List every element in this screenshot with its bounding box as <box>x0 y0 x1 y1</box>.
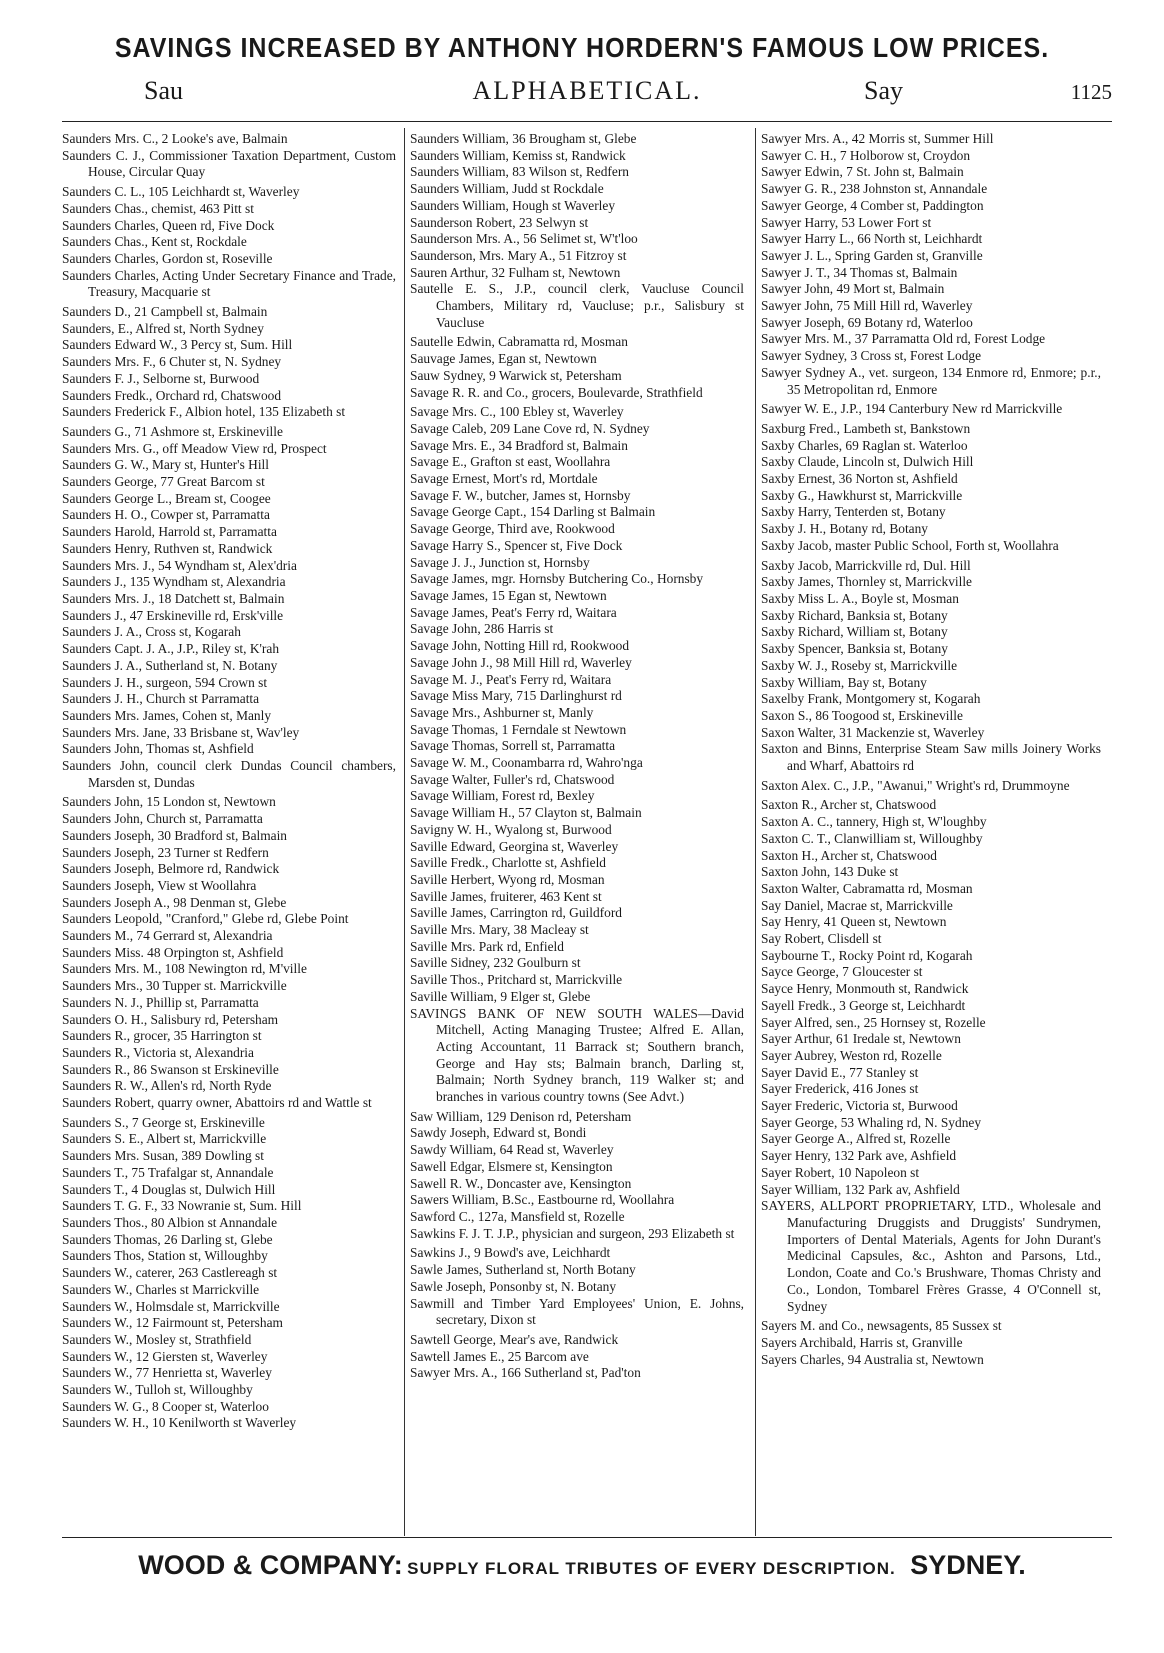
directory-entry: Savage Miss Mary, 715 Darlinghurst rd <box>410 688 622 704</box>
directory-entry: Saunders T., 75 Trafalgar st, Annandale <box>62 1164 274 1180</box>
directory-entry: Saunderson, Mrs. Mary A., 51 Fitzroy st <box>410 247 627 263</box>
directory-entry: Sawyer W. E., J.P., 194 Canterbury New rd Marrickville <box>761 401 1063 417</box>
directory-entry: Sauren Arthur, 32 Fulham st, Newtown <box>410 264 621 280</box>
directory-entry: Sawkins F. J. T. J.P., physician and surgeon, 293 Elizabeth st <box>410 1225 735 1241</box>
directory-entry: Saunders Capt. J. A., J.P., Riley st, K'rah <box>62 641 280 657</box>
directory-entry: Savage F. W., butcher, James st, Hornsby <box>410 487 631 503</box>
directory-entry: Sayce Henry, Monmouth st, Randwick <box>761 981 969 997</box>
column-divider <box>755 128 756 1536</box>
directory-entry: SAVINGS BANK OF NEW SOUTH WALES—David Mitchell, Acting Managing Trustee; Alfred E. Allan, Acting Accountant, 11 Barrack st; Southern branch, George and Hay sts; Balmain branch, Darling st, Balmain; North Sydney branch, 119 Walker st; and branches in various country towns (See Advt.) <box>410 1005 744 1105</box>
directory-entry: Saunders C. L., 105 Leichhardt st, Waverley <box>62 184 300 200</box>
directory-entry: Sayer William, 132 Park av, Ashfield <box>761 1181 960 1197</box>
directory-entry: Saunders William, Hough st Waverley <box>410 197 616 213</box>
directory-column-1 <box>62 131 396 1432</box>
directory-entry: Saville Edward, Georgina st, Waverley <box>410 838 619 854</box>
top-advert-banner: SAVINGS INCREASED BY ANTHONY HORDERN'S FAMOUS LOW PRICES. <box>114 32 1050 64</box>
directory-entry: Say Daniel, Macrae st, Marrickville <box>761 897 953 913</box>
directory-entry: Sawtell George, Mear's ave, Randwick <box>410 1331 619 1347</box>
directory-entry: Sawyer J. T., 34 Thomas st, Balmain <box>761 264 958 280</box>
directory-entry: Sayer George, 53 Whaling rd, N. Sydney <box>761 1114 982 1130</box>
directory-entry: Saunders Mrs. C., 2 Looke's ave, Balmain <box>62 131 288 146</box>
directory-entry: Sayell Fredk., 3 George st, Leichhardt <box>761 997 966 1013</box>
directory-entry: Saunders Mrs. G., off Meadow View rd, Prospect <box>62 440 327 456</box>
directory-entry: Savage James, mgr. Hornsby Butchering Co., Hornsby <box>410 571 704 587</box>
directory-entry: Saunders John, 15 London st, Newtown <box>62 794 276 810</box>
directory-entry: Saunders W., 77 Henrietta st, Waverley <box>62 1365 272 1381</box>
directory-entry: Saunders Charles, Acting Under Secretary Finance and Trade, Treasury, Macquarie st <box>62 267 396 300</box>
directory-entry: Savage George, Third ave, Rookwood <box>410 521 615 537</box>
directory-entry: Saunders W. H., 10 Kenilworth st Waverley <box>62 1415 297 1431</box>
directory-entry: Saxby J. H., Botany rd, Botany <box>761 521 929 537</box>
directory-entry: Sayers Archibald, Harris st, Granville <box>761 1334 963 1350</box>
directory-entry: Saxby Claude, Lincoln st, Dulwich Hill <box>761 454 974 470</box>
directory-entry: Sawyer George, 4 Comber st, Paddington <box>761 197 984 213</box>
directory-entry: Sawmill and Timber Yard Employees' Union, E. Johns, secretary, Dixon st <box>410 1295 744 1328</box>
directory-entry: Saunders J. A., Cross st, Kogarah <box>62 624 241 640</box>
directory-entry: Saville Thos., Pritchard st, Marrickville <box>410 972 623 988</box>
directory-entry: Savage J. J., Junction st, Hornsby <box>410 554 590 570</box>
directory-entry: Sawle Joseph, Ponsonby st, N. Botany <box>410 1278 617 1294</box>
directory-entry: Saunders S. E., Albert st, Marrickville <box>62 1131 267 1147</box>
directory-entry: Saunders D., 21 Campbell st, Balmain <box>62 304 268 320</box>
directory-entry: Sayer Robert, 10 Napoleon st <box>761 1164 920 1180</box>
directory-entry: Sawyer John, 49 Mort st, Balmain <box>761 281 945 297</box>
directory-entry: Savage James, Peat's Ferry rd, Waitara <box>410 604 617 620</box>
directory-entry: Saxton R., Archer st, Chatswood <box>761 797 937 813</box>
directory-entry: Sayers Charles, 94 Australia st, Newtown <box>761 1351 984 1367</box>
directory-entry: Saunders M., 74 Gerrard st, Alexandria <box>62 928 273 944</box>
directory-entry: Saxton C. T., Clanwilliam st, Willoughby <box>761 830 983 846</box>
directory-entry: Savage Mrs. C., 100 Ebley st, Waverley <box>410 404 624 420</box>
directory-entry: Savage George Capt., 154 Darling st Balmain <box>410 504 656 520</box>
page-header <box>62 76 1112 112</box>
directory-entry: Saunders Mrs., 30 Tupper st. Marrickville <box>62 978 287 994</box>
directory-entry: Saunderson Mrs. A., 56 Selimet st, W't'loo <box>410 231 638 247</box>
directory-entry: Savage John, Notting Hill rd, Rookwood <box>410 638 630 654</box>
directory-entry: Saunders Mrs. M., 108 Newington rd, M'ville <box>62 961 307 977</box>
directory-entry: Saxton Walter, Cabramatta rd, Mosman <box>761 880 973 896</box>
directory-entry: Saunders Mrs. James, Cohen st, Manly <box>62 707 272 723</box>
directory-entry: Saunders T., 4 Douglas st, Dulwich Hill <box>62 1181 276 1197</box>
directory-entry: Saville Herbert, Wyong rd, Mosman <box>410 871 605 887</box>
directory-entry: Sawkins J., 9 Bowd's ave, Leichhardt <box>410 1245 611 1261</box>
header-left-guide: Sau <box>144 76 183 105</box>
directory-entry: Saville Fredk., Charlotte st, Ashfield <box>410 855 607 871</box>
directory-entry: Say Robert, Clisdell st <box>761 931 882 947</box>
directory-entry: Sawtell James E., 25 Barcom ave <box>410 1348 589 1364</box>
directory-entry: Sautelle E. S., J.P., council clerk, Vaucluse Council Chambers, Military rd, Vaucluse; p.r., Salisbury st Vaucluse <box>410 281 744 330</box>
directory-entry: Saunders Joseph, View st Woollahra <box>62 877 257 893</box>
directory-entry: Saville Mrs. Mary, 38 Macleay st <box>410 922 589 938</box>
directory-entry: Saw William, 129 Denison rd, Petersham <box>410 1108 632 1124</box>
directory-entry: Sawers William, B.Sc., Eastbourne rd, Woollahra <box>410 1192 675 1208</box>
directory-entry: Savage William, Forest rd, Bexley <box>410 788 595 804</box>
directory-entry: Sayer Frederick, 416 Jones st <box>761 1081 919 1097</box>
directory-entry: Saxby Spencer, Banksia st, Botany <box>761 641 948 657</box>
directory-entry: Sawell Edgar, Elsmere st, Kensington <box>410 1158 613 1174</box>
directory-entry: Saunders John, Thomas st, Ashfield <box>62 741 254 757</box>
directory-entry: Saunders R., grocer, 35 Harrington st <box>62 1028 262 1044</box>
directory-entry: Saxby W. J., Roseby st, Marrickville <box>761 657 958 673</box>
page-number: 1125 <box>1070 80 1112 104</box>
directory-entry: Sautelle Edwin, Cabramatta rd, Mosman <box>410 334 628 350</box>
directory-entry: Saxby Miss L. A., Boyle st, Mosman <box>761 590 959 606</box>
directory-entry: Saxby G., Hawkhurst st, Marrickville <box>761 487 963 503</box>
directory-entry: Savigny W. H., Wyalong st, Burwood <box>410 821 612 837</box>
directory-entry: Saunders Mrs. Jane, 33 Brisbane st, Wav'ley <box>62 724 300 740</box>
directory-entry: Savage William H., 57 Clayton st, Balmain <box>410 805 642 821</box>
directory-entry: Saunders C. J., Commissioner Taxation Department, Custom House, Circular Quay <box>62 147 396 180</box>
directory-entry: Saxby William, Bay st, Botany <box>761 674 927 690</box>
directory-entry: Saunders William, Kemiss st, Randwick <box>410 147 626 163</box>
directory-entry: Savage John, 286 Harris st <box>410 621 554 637</box>
directory-entry: Saxton H., Archer st, Chatswood <box>761 847 937 863</box>
directory-entry: Saunders Miss. 48 Orpington st, Ashfield <box>62 944 284 960</box>
directory-entry: Sayer Aubrey, Weston rd, Rozelle <box>761 1047 942 1063</box>
directory-entry: Savage Harry S., Spencer st, Five Dock <box>410 537 623 553</box>
directory-entry: Sawyer G. R., 238 Johnston st, Annandale <box>761 181 988 197</box>
directory-entry: Saunders R. W., Allen's rd, North Ryde <box>62 1078 272 1094</box>
directory-entry: Savage E., Grafton st east, Woollahra <box>410 454 611 470</box>
directory-entry: Saunders Frederick F., Albion hotel, 135 Elizabeth st <box>62 404 346 420</box>
directory-entry: Saunders John, Church st, Parramatta <box>62 811 263 827</box>
directory-entry: Saunders T. G. F., 33 Nowranie st, Sum. Hill <box>62 1198 302 1214</box>
directory-entry: Savage W. M., Coonambarra rd, Wahro'nga <box>410 755 643 771</box>
directory-entry: Saxon S., 86 Toogood st, Erskineville <box>761 707 963 723</box>
directory-entry: Saunders S., 7 George st, Erskineville <box>62 1114 265 1130</box>
directory-entry: Savage John J., 98 Mill Hill rd, Waverley <box>410 654 632 670</box>
directory-entry: Sayer Arthur, 61 Iredale st, Newtown <box>761 1031 961 1047</box>
advertiser-name: WOOD & COMPANY: <box>138 1550 403 1580</box>
directory-entry: Saunders R., 86 Swanson st Erskineville <box>62 1061 279 1077</box>
directory-entry: Saxon Walter, 31 Mackenzie st, Waverley <box>761 724 985 740</box>
directory-entry: Savage Mrs. E., 34 Bradford st, Balmain <box>410 437 628 453</box>
directory-entry: Saville William, 9 Elger st, Glebe <box>410 988 591 1004</box>
directory-entry: Saunders George, 77 Great Barcom st <box>62 474 265 490</box>
directory-entry: Saunders Thomas, 26 Darling st, Glebe <box>62 1231 273 1247</box>
directory-entry: Sawdy William, 64 Read st, Waverley <box>410 1142 614 1158</box>
directory-entry: Saunders W., Mosley st, Strathfield <box>62 1331 252 1347</box>
directory-entry: Saunders F. J., Selborne st, Burwood <box>62 370 260 386</box>
directory-entry: Saxton Alex. C., J.P., "Awanui," Wright's rd, Drummoyne <box>761 777 1070 793</box>
header-rule <box>62 121 1112 122</box>
directory-entry: Saunders Fredk., Orchard rd, Chatswood <box>62 387 282 403</box>
directory-entry: Savage Caleb, 209 Lane Cove rd, N. Sydney <box>410 420 650 436</box>
directory-entry: Saxby Richard, William st, Botany <box>761 624 948 640</box>
directory-entry: Saxby James, Thornley st, Marrickville <box>761 574 972 590</box>
directory-entry: Saunders O. H., Salisbury rd, Petersham <box>62 1011 279 1027</box>
directory-entry: Saxton A. C., tannery, High st, W'loughby <box>761 814 987 830</box>
directory-entry: Saunders J. H., surgeon, 594 Crown st <box>62 674 268 690</box>
directory-entry: Savage R. R. and Co., grocers, Boulevarde, Strathfield <box>410 384 703 400</box>
directory-entry: Saxby Richard, Banksia st, Botany <box>761 607 948 623</box>
directory-entry: Sawyer Sydney, 3 Cross st, Forest Lodge <box>761 348 982 364</box>
directory-entry: Savage Thomas, Sorrell st, Parramatta <box>410 738 616 754</box>
directory-column-2 <box>410 131 744 1382</box>
directory-entry: Saunders Harold, Harrold st, Parramatta <box>62 524 277 540</box>
directory-entry: Sawyer Sydney A., vet. surgeon, 134 Enmore rd, Enmore; p.r., 35 Metropolitan rd, Enmore <box>761 364 1101 397</box>
directory-entry: Sawyer Mrs. A., 166 Sutherland st, Pad'ton <box>410 1365 641 1381</box>
directory-entry: Sayer Alfred, sen., 25 Hornsey st, Rozelle <box>761 1014 986 1030</box>
directory-entry: Saunders R., Victoria st, Alexandria <box>62 1044 254 1060</box>
directory-entry: Saunders W., Holmsdale st, Marrickville <box>62 1298 280 1314</box>
directory-entry: Sauvage James, Egan st, Newtown <box>410 351 597 367</box>
directory-entry: Saunders William, 36 Brougham st, Glebe <box>410 131 637 146</box>
directory-entry: Sawyer John, 75 Mill Hill rd, Waverley <box>761 298 973 314</box>
directory-entry: Saunders Mrs. J., 54 Wyndham st, Alex'dria <box>62 557 297 573</box>
directory-entry: Saunders Charles, Queen rd, Five Dock <box>62 217 275 233</box>
directory-entry: Saville Sidney, 232 Goulburn st <box>410 955 581 971</box>
directory-entry: Saunders William, 83 Wilson st, Redfern <box>410 164 629 180</box>
directory-entry: Say Henry, 41 Queen st, Newtown <box>761 914 947 930</box>
directory-entry: Sauw Sydney, 9 Warwick st, Petersham <box>410 367 622 383</box>
directory-entry: Sayer Frederic, Victoria st, Burwood <box>761 1098 958 1114</box>
directory-entry: Saunders Joseph A., 98 Denman st, Glebe <box>62 894 287 910</box>
directory-entry: Saunders Thos., 80 Albion st Annandale <box>62 1215 278 1230</box>
directory-entry: Saunders Joseph, 23 Turner st Redfern <box>62 844 269 860</box>
directory-entry: Sawyer Edwin, 7 St. John st, Balmain <box>761 164 964 180</box>
directory-entry: Saybourne T., Rocky Point rd, Kogarah <box>761 947 973 963</box>
directory-entry: Saunders J. A., Sutherland st, N. Botany <box>62 657 278 673</box>
directory-entry: Saunders Joseph, Belmore rd, Randwick <box>62 861 280 877</box>
directory-entry: Saunders Chas., Kent st, Rockdale <box>62 234 247 250</box>
directory-entry: Sawyer C. H., 7 Holborow st, Croydon <box>761 147 971 163</box>
directory-entry: Saunders W., Charles st Marrickville <box>62 1281 260 1297</box>
directory-entry: Sawyer Mrs. M., 37 Parramatta Old rd, Forest Lodge <box>761 331 1046 347</box>
directory-entry: Saunders George L., Bream st, Coogee <box>62 490 271 506</box>
directory-entry: Savage James, 15 Egan st, Newtown <box>410 587 607 603</box>
directory-entry: Saville Mrs. Park rd, Enfield <box>410 938 564 954</box>
directory-entry: Sawell R. W., Doncaster ave, Kensington <box>410 1175 632 1191</box>
directory-entry: Saunders Mrs. F., 6 Chuter st, N. Sydney <box>62 354 282 370</box>
directory-entry: Saunders Thos, Station st, Willoughby <box>62 1248 268 1264</box>
directory-entry: Saunders Joseph, 30 Bradford st, Balmain <box>62 827 288 843</box>
directory-entry: Saunders Edward W., 3 Percy st, Sum. Hill <box>62 337 293 353</box>
directory-entry: Savage M. J., Peat's Ferry rd, Waitara <box>410 671 612 687</box>
directory-entry: Saunders Mrs. J., 18 Datchett st, Balmain <box>62 590 285 606</box>
directory-entry: Saunders J., 47 Erskineville rd, Ersk'ville <box>62 607 284 623</box>
directory-entry: Saunders W., Tulloh st, Willoughby <box>62 1382 253 1398</box>
bottom-advert-banner <box>0 1550 1164 1581</box>
directory-entry: Saunderson Robert, 23 Selwyn st <box>410 214 589 230</box>
directory-entry: Sawyer Joseph, 69 Botany rd, Waterloo <box>761 314 973 330</box>
directory-entry: Saunders J., 135 Wyndham st, Alexandria <box>62 574 286 590</box>
directory-entry: Saunders, E., Alfred st, North Sydney <box>62 320 264 336</box>
directory-entry: Saunders Robert, quarry owner, Abattoirs rd and Wattle st <box>62 1095 372 1111</box>
directory-entry: Saxton John, 143 Duke st <box>761 864 899 880</box>
directory-entry: Saxby Harry, Tenterden st, Botany <box>761 504 946 520</box>
directory-entry: Saunders Chas., chemist, 463 Pitt st <box>62 200 254 216</box>
directory-entry: Saville James, Carrington rd, Guildford <box>410 905 622 921</box>
directory-entry: Saunders G., 71 Ashmore st, Erskineville <box>62 423 283 439</box>
directory-entry: Saunders William, Judd st Rockdale <box>410 181 604 197</box>
directory-entry: Sawyer Harry L., 66 North st, Leichhardt <box>761 231 983 247</box>
directory-entry: Saunders W., 12 Giersten st, Waverley <box>62 1348 268 1364</box>
directory-entry: Saxby Charles, 69 Raglan st. Waterloo <box>761 437 968 453</box>
column-divider <box>404 128 405 1536</box>
directory-column-3 <box>761 131 1101 1368</box>
directory-entry: Saxby Jacob, master Public School, Forth st, Woollahra <box>761 537 1059 553</box>
directory-entry: Savage Mrs., Ashburner st, Manly <box>410 704 594 720</box>
directory-entry: Sayce George, 7 Gloucester st <box>761 964 923 980</box>
directory-entry: Savage Walter, Fuller's rd, Chatswood <box>410 771 615 787</box>
directory-entry: Saunders H. O., Cowper st, Parramatta <box>62 507 270 523</box>
footer-rule <box>62 1537 1112 1538</box>
directory-entry: Saunders W., 12 Fairmount st, Petersham <box>62 1315 283 1331</box>
advert-city: SYDNEY. <box>910 1550 1026 1580</box>
directory-entry: Saunders N. J., Phillip st, Parramatta <box>62 994 259 1010</box>
header-right-guide: Say <box>864 76 903 105</box>
directory-entry: Saunders J. H., Church st Parramatta <box>62 691 260 707</box>
directory-entry: Saxburg Fred., Lambeth st, Bankstown <box>761 420 971 436</box>
directory-entry: Savage Thomas, 1 Ferndale st Newtown <box>410 721 627 737</box>
directory-entry: Saunders Henry, Ruthven st, Randwick <box>62 540 273 556</box>
directory-entry: Sayer George A., Alfred st, Rozelle <box>761 1131 951 1147</box>
directory-entry: Saunders G. W., Mary st, Hunter's Hill <box>62 457 269 473</box>
directory-entry: Sawyer J. L., Spring Garden st, Granville <box>761 247 983 263</box>
directory-entry: Savage Ernest, Mort's rd, Mortdale <box>410 471 598 487</box>
directory-entry: Saunders W., caterer, 263 Castlereagh st <box>62 1265 278 1281</box>
directory-entry: Sawyer Mrs. A., 42 Morris st, Summer Hill <box>761 131 994 146</box>
directory-entry: Sayers M. and Co., newsagents, 85 Sussex st <box>761 1318 1002 1334</box>
directory-entry: SAYERS, ALLPORT PROPRIETARY, LTD., Wholesale and Manufacturing Druggists and Druggists' Sundrymen, Importers of Dental Materials, Agents for John Durant's Medicinal Capsules, &c., Ashton and Parsons, Ltd., London, Coate and Co.'s Brushware, Thomas Christy and Co., London, Tombarel Frères Grasse, 4 O'Connell st, Sydney <box>761 1198 1101 1314</box>
directory-entry: Saunders Mrs. Susan, 389 Dowling st <box>62 1148 264 1164</box>
directory-entry: Saville James, fruiterer, 463 Kent st <box>410 888 602 904</box>
directory-entry: Saunders W. G., 8 Cooper st, Waterloo <box>62 1398 269 1414</box>
directory-entry: Saunders Charles, Gordon st, Roseville <box>62 250 273 266</box>
directory-entry: Sayer Henry, 132 Park ave, Ashfield <box>761 1148 957 1164</box>
directory-entry: Sawle James, Sutherland st, North Botany <box>410 1262 636 1278</box>
directory-entry: Saxby Jacob, Marrickville rd, Dul. Hill <box>761 557 971 573</box>
directory-entry: Saxby Ernest, 36 Norton st, Ashfield <box>761 471 958 487</box>
advert-tagline: SUPPLY FLORAL TRIBUTES OF EVERY DESCRIPTION. <box>407 1559 896 1578</box>
directory-entry: Sawford C., 127a, Mansfield st, Rozelle <box>410 1209 625 1224</box>
directory-entry: Saxton and Binns, Enterprise Steam Saw mills Joinery Works and Wharf, Abattoirs rd <box>761 741 1101 774</box>
directory-entry: Saunders John, council clerk Dundas Council chambers, Marsden st, Dundas <box>62 758 396 790</box>
directory-entry: Sawdy Joseph, Edward st, Bondi <box>410 1125 587 1141</box>
directory-entry: Saunders Leopold, "Cranford," Glebe rd, Glebe Point <box>62 911 349 927</box>
directory-entry: Sayer David E., 77 Stanley st <box>761 1064 919 1080</box>
directory-entry: Saxelby Frank, Montgomery st, Kogarah <box>761 691 981 707</box>
directory-entry: Sawyer Harry, 53 Lower Fort st <box>761 214 932 230</box>
header-title: ALPHABETICAL. <box>472 76 702 105</box>
